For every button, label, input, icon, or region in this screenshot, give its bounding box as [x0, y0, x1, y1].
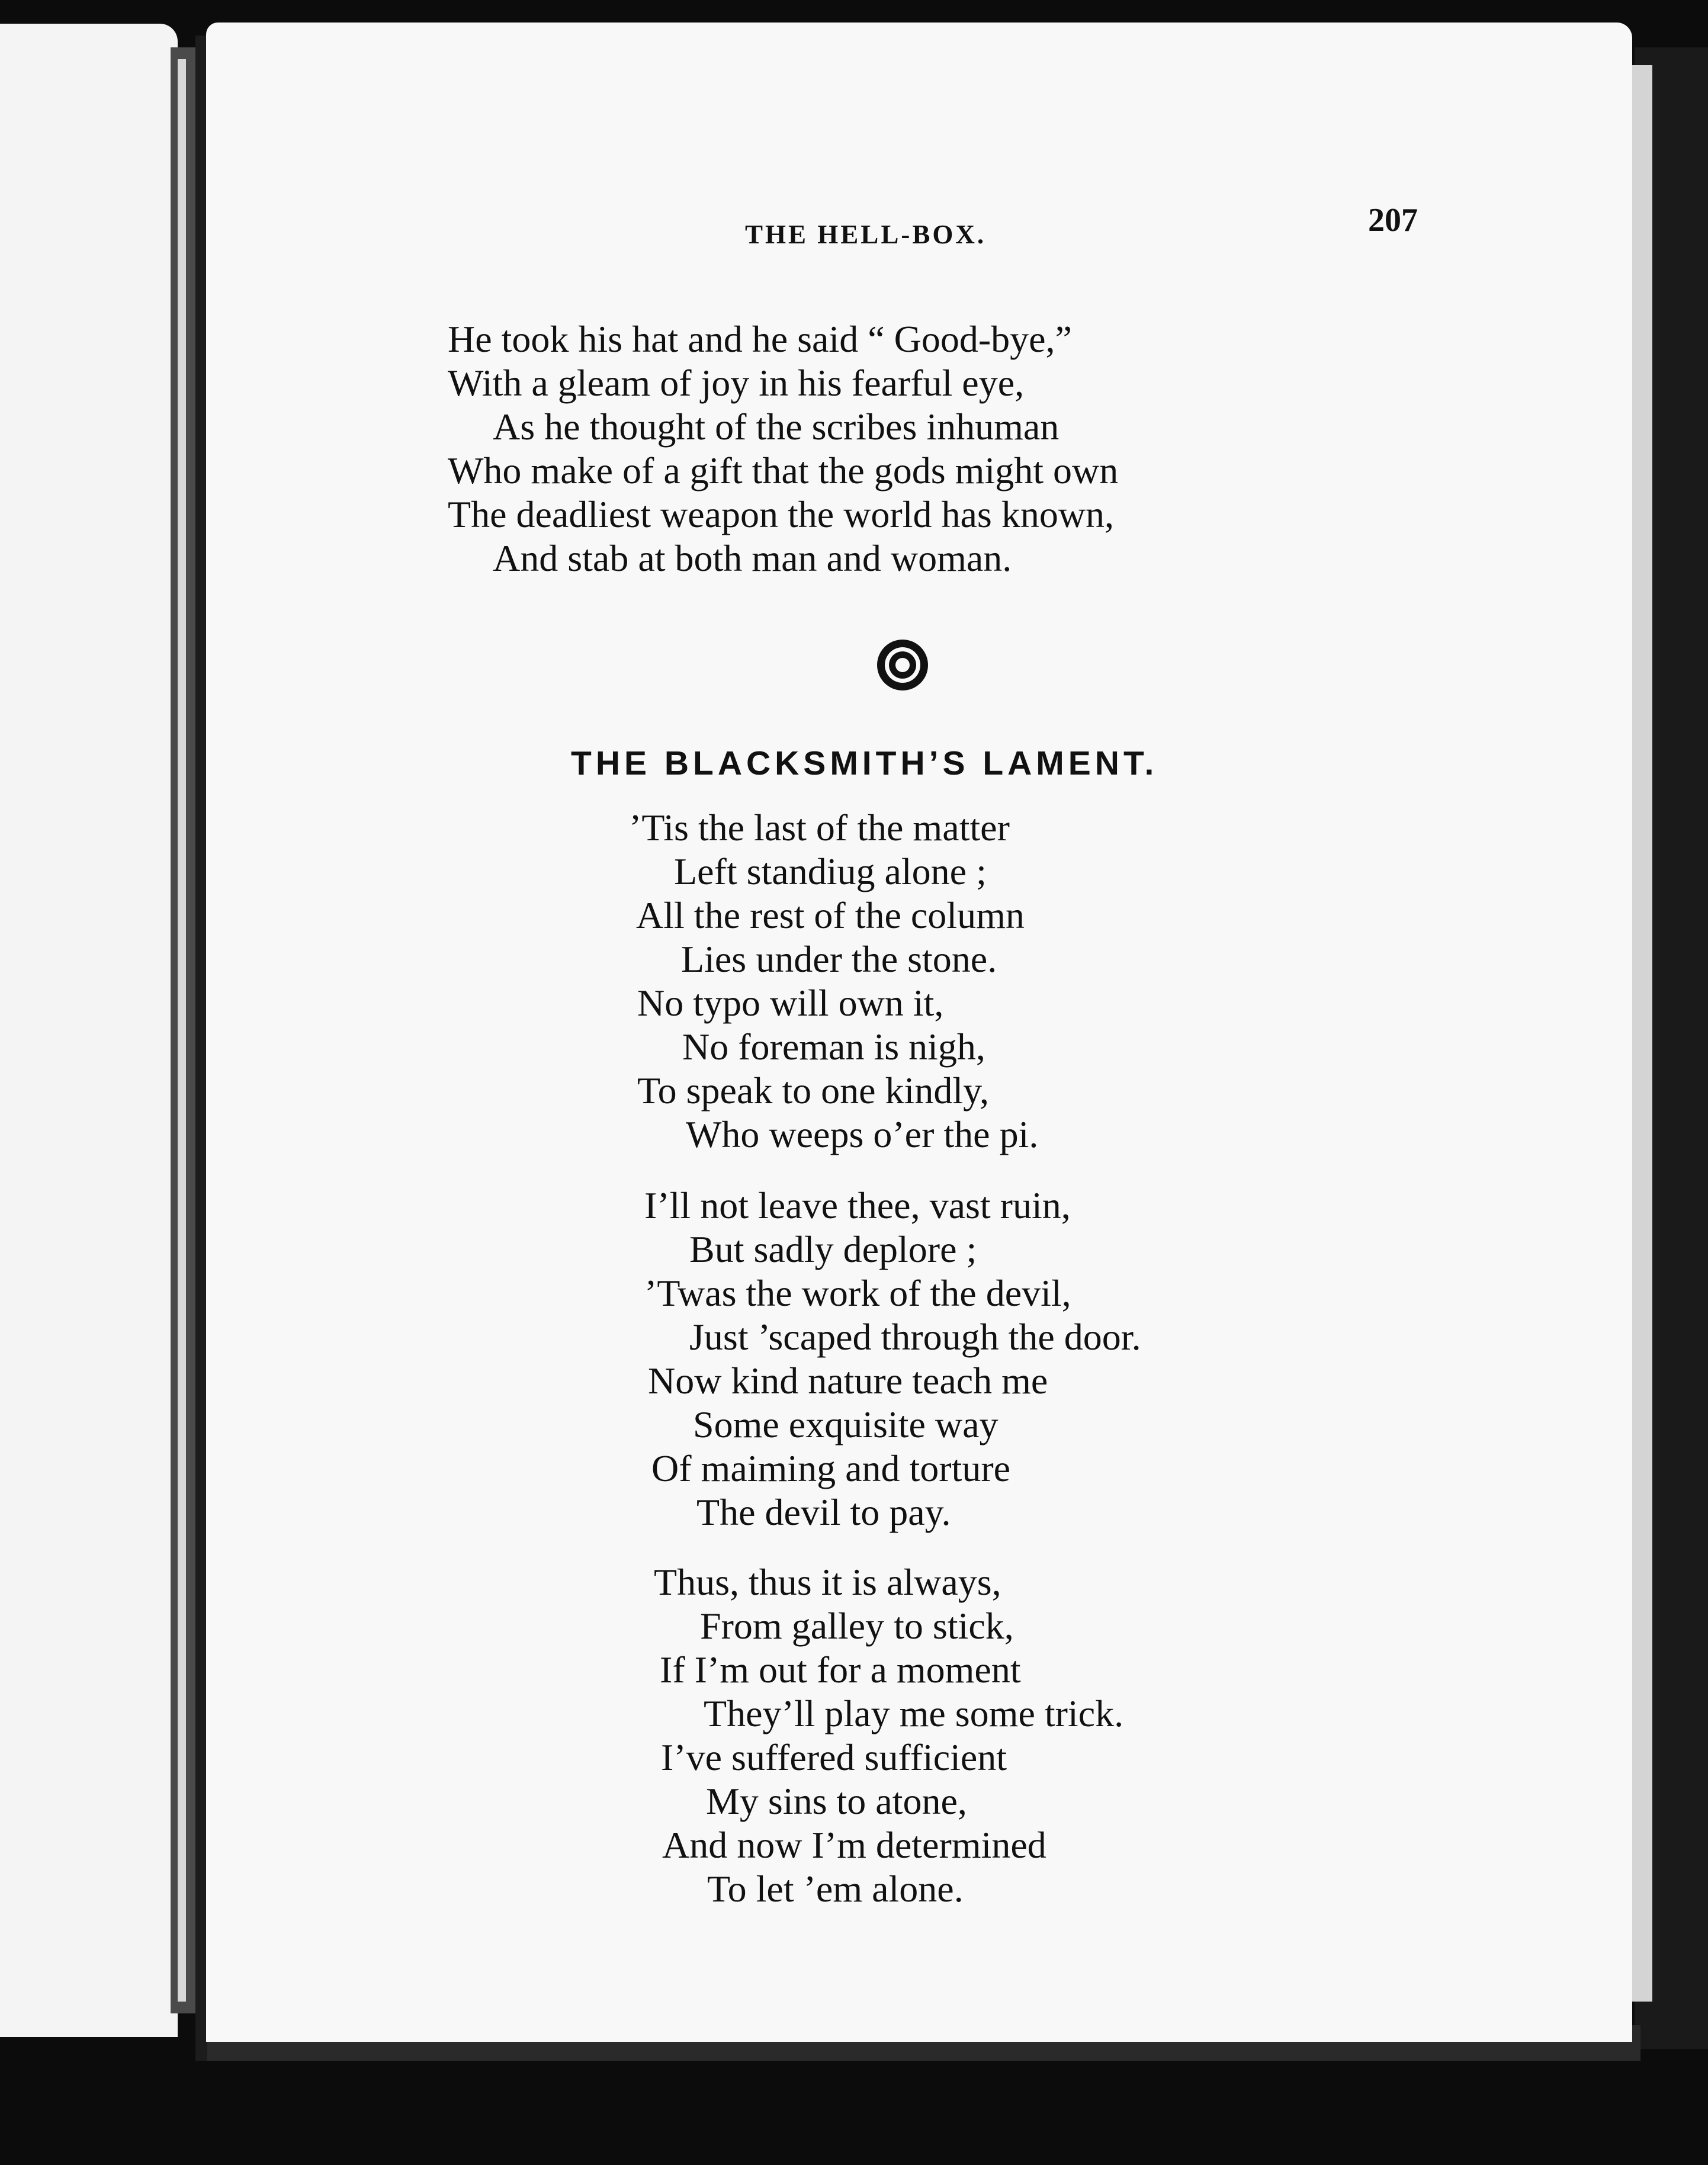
verse-line: Left standiug alone ;	[674, 850, 987, 892]
verse-line: No foreman is nigh,	[682, 1026, 985, 1068]
verse-line: My sins to atone,	[706, 1780, 967, 1822]
poem-title: THE BLACKSMITH’S LAMENT.	[571, 744, 1158, 782]
facing-page-strip	[178, 59, 186, 2002]
verse-line: To let ’em alone.	[707, 1868, 964, 1910]
verse-line: The devil to pay.	[696, 1491, 951, 1533]
verse-line: ’Twas the work of the devil,	[644, 1272, 1071, 1314]
verse-line: Now kind nature teach me	[648, 1360, 1048, 1402]
verse-line: And stab at both man and woman.	[493, 537, 1012, 579]
verse-line: Some exquisite way	[693, 1403, 999, 1446]
facing-page-edge	[0, 24, 178, 2037]
verse-line: Who make of a gift that the gods might own	[448, 449, 1119, 492]
verse-line: The deadliest weapon the world has known,	[448, 493, 1115, 535]
verse-line: As he thought of the scribes inhuman	[493, 406, 1060, 448]
verse-line: I’ve suffered sufficient	[661, 1736, 1007, 1778]
verse-line: Of maiming and torture	[651, 1447, 1011, 1489]
verse-line: They’ll play me some trick.	[704, 1692, 1124, 1734]
verse-line: I’ll not leave thee, vast ruin,	[644, 1184, 1071, 1226]
verse-line: He took his hat and he said “ Good-bye,”	[448, 318, 1072, 360]
running-head: THE HELL-BOX.	[745, 220, 987, 249]
verse-line: With a gleam of joy in his fearful eye,	[448, 362, 1025, 404]
verse-line: Thus, thus it is always,	[654, 1561, 1001, 1603]
verse-line: From galley to stick,	[700, 1605, 1014, 1647]
verse-line: No typo will own it,	[637, 982, 944, 1024]
verse-line: ’Tis the last of the matter	[629, 807, 1010, 849]
verse-line: If I’m out for a moment	[660, 1649, 1021, 1691]
verse-line: All the rest of the column	[636, 894, 1025, 936]
book-page	[206, 23, 1632, 2042]
bullseye-ornament-icon	[876, 638, 929, 692]
verse-line: But sadly deplore ;	[689, 1228, 977, 1270]
verse-line: To speak to one kindly,	[637, 1069, 989, 1112]
page-number: 207	[1368, 202, 1418, 239]
verse-line: And now I’m determined	[662, 1824, 1046, 1866]
verse-line: Lies under the stone.	[681, 938, 997, 980]
verse-line: Just ’scaped through the door.	[689, 1316, 1141, 1358]
verse-line: Who weeps o’er the pi.	[686, 1113, 1039, 1155]
